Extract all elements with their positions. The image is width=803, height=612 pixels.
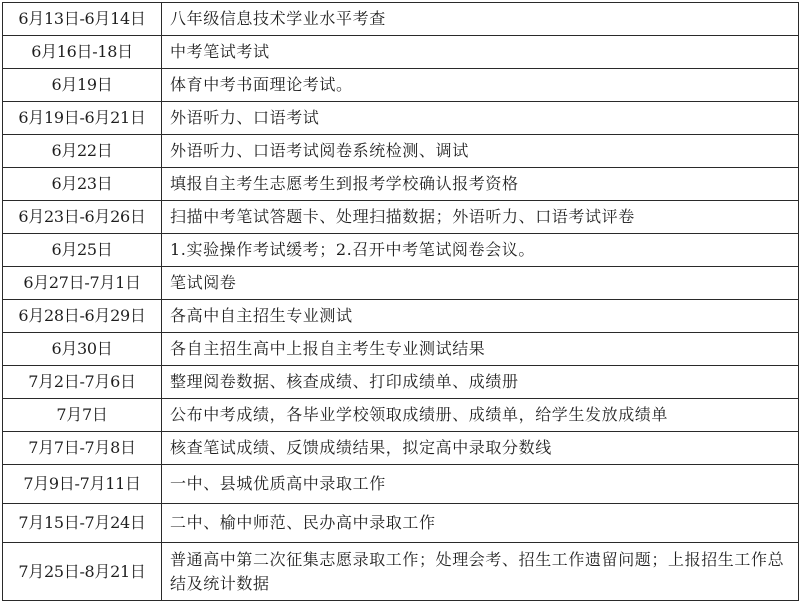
task-cell: 外语听力、口语考试阅卷系统检测、调试: [162, 135, 799, 168]
task-cell: 核查笔试成绩、反馈成绩结果，拟定高中录取分数线: [162, 432, 799, 465]
table-row: [3, 543, 799, 601]
table-row: [3, 366, 799, 399]
date-cell: 7月9日-7月11日: [3, 465, 162, 504]
task-cell: 八年级信息技术学业水平考查: [162, 3, 799, 36]
date-cell: 6月19日: [3, 69, 162, 102]
table-row: [3, 201, 799, 234]
task-cell: 各高中自主招生专业测试: [162, 300, 799, 333]
task-cell: 外语听力、口语考试: [162, 102, 799, 135]
task-cell: 各自主招生高中上报自主考生专业测试结果: [162, 333, 799, 366]
date-cell: 6月23日-6月26日: [3, 201, 162, 234]
table-row: [3, 432, 799, 465]
task-cell: 普通高中第二次征集志愿录取工作；处理会考、招生工作遗留问题；上报招生工作总结及统计数据: [162, 543, 799, 601]
date-cell: 6月19日-6月21日: [3, 102, 162, 135]
table-row: [3, 168, 799, 201]
date-cell: 6月23日: [3, 168, 162, 201]
table-row: [3, 3, 799, 36]
task-cell: 填报自主考生志愿考生到报考学校确认报考资格: [162, 168, 799, 201]
task-cell: 1.实验操作考试缓考；2.召开中考笔试阅卷会议。: [162, 234, 799, 267]
date-cell: 6月28日-6月29日: [3, 300, 162, 333]
table-row: [3, 102, 799, 135]
date-cell: 6月30日: [3, 333, 162, 366]
date-cell: 6月22日: [3, 135, 162, 168]
date-cell: 7月2日-7月6日: [3, 366, 162, 399]
table-row: [3, 300, 799, 333]
date-cell: 6月25日: [3, 234, 162, 267]
task-cell: 笔试阅卷: [162, 267, 799, 300]
task-cell: 整理阅卷数据、核查成绩、打印成绩单、成绩册: [162, 366, 799, 399]
task-cell: 中考笔试考试: [162, 36, 799, 69]
date-cell: 6月16日-18日: [3, 36, 162, 69]
date-cell: 6月13日-6月14日: [3, 3, 162, 36]
table-row: [3, 69, 799, 102]
task-cell: 扫描中考笔试答题卡、处理扫描数据；外语听力、口语考试评卷: [162, 201, 799, 234]
task-cell: 二中、榆中师范、民办高中录取工作: [162, 504, 799, 543]
task-cell: 一中、县城优质高中录取工作: [162, 465, 799, 504]
table-row: [3, 399, 799, 432]
table-row: [3, 135, 799, 168]
table-row: [3, 465, 799, 504]
date-cell: 7月7日: [3, 399, 162, 432]
task-cell: 体育中考书面理论考试。: [162, 69, 799, 102]
table-row: [3, 267, 799, 300]
table-row: [3, 234, 799, 267]
table-row: [3, 36, 799, 69]
table-row: [3, 504, 799, 543]
date-cell: 7月25日-8月21日: [3, 543, 162, 601]
date-cell: 6月27日-7月1日: [3, 267, 162, 300]
date-cell: 7月15日-7月24日: [3, 504, 162, 543]
schedule-table: [2, 2, 799, 601]
date-cell: 7月7日-7月8日: [3, 432, 162, 465]
table-row: [3, 333, 799, 366]
task-cell: 公布中考成绩，各毕业学校领取成绩册、成绩单，给学生发放成绩单: [162, 399, 799, 432]
